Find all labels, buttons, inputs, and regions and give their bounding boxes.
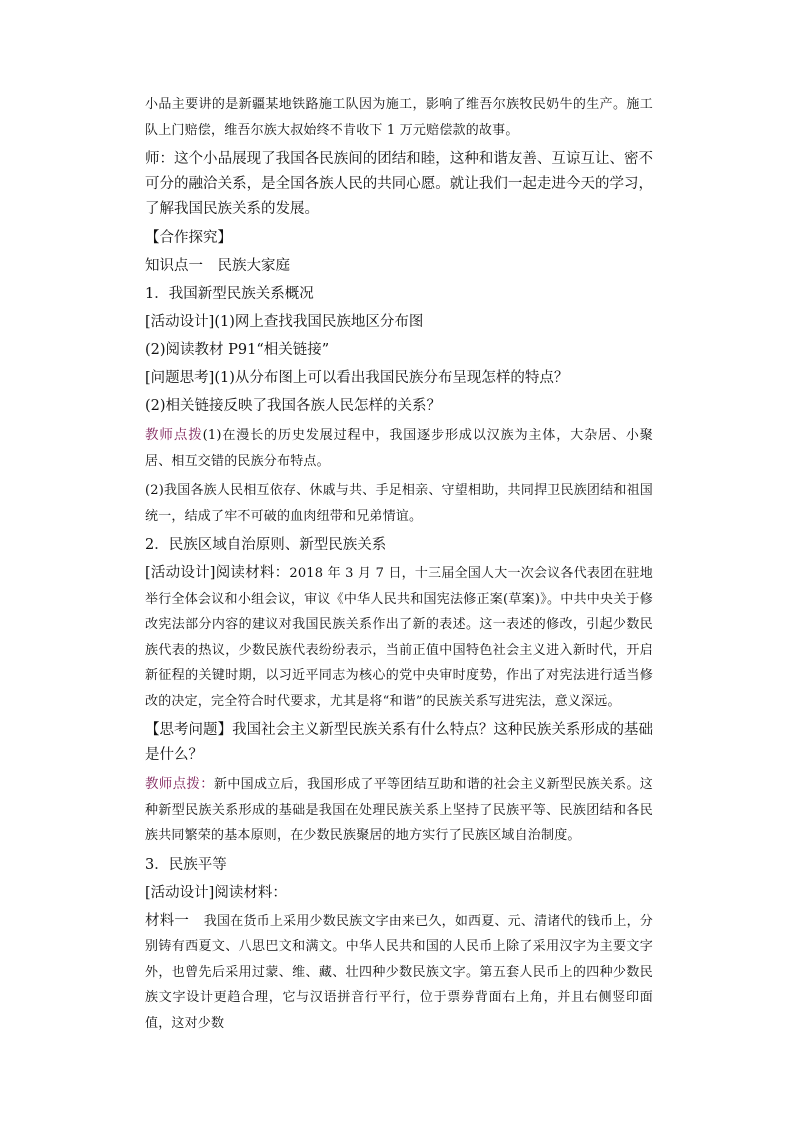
subheading-ethnic-equality: 3．民族平等	[145, 856, 227, 873]
document-body	[145, 92, 653, 1036]
material-one-label: 材料一	[145, 912, 204, 929]
think-question-relations: 【思考问题】我国社会主义新型民族关系有什么特点？这种民族关系形成的基础是什么？	[145, 722, 653, 763]
teacher-tip-1	[145, 423, 653, 474]
activity-design-2: (2)阅读教材 P91“相关链接”	[145, 342, 330, 358]
question-think-1: [问题思考](1)从分布图上可以看出我国民族分布呈现怎样的特点？	[145, 370, 569, 386]
subheading-regional-autonomy: 2．民族区域自治原则、新型民族关系	[145, 537, 387, 553]
teacher-tip-3-text: 新中国成立后，我国形成了平等团结互助和谐的社会主义新型民族关系。这种新型民族关系形成的基础是我国在处理民族关系上坚持了民族平等、民族团结和各民族共同繁荣的基本原则，在少数民族聚居的地方实行了民族区域自治制度。	[145, 777, 653, 843]
teacher-tip-2: (2)我国各族人民相互依存、休戚与共、手足相亲、守望相助，共同捍卫民族团结和祖国统一，结成了牢不可破的血肉纽带和兄弟情谊。	[145, 483, 653, 524]
subheading-relations-overview: 1．我国新型民族关系概况	[145, 286, 314, 302]
reading-material-lead: [活动设计]阅读材料：	[145, 565, 290, 581]
reading-material-2018	[145, 561, 653, 714]
section-heading-cooperation: 【合作探究】	[145, 230, 232, 246]
knowledge-point-one: 知识点一 民族大家庭	[145, 258, 290, 274]
paragraph-skit-summary	[145, 92, 653, 143]
material-one	[145, 909, 653, 1037]
activity-design-reading: [活动设计]阅读材料：	[145, 884, 287, 901]
skit-summary-text: 小品主要讲的是新疆某地铁路施工队因为施工，影响了维吾尔族牧民奶牛的生产。施工队上门赔偿，维吾尔族大叔始终不肯收下 1 万元赔偿款的故事。	[145, 97, 653, 138]
teacher-tip-3-label: 教师点拨：	[145, 776, 215, 792]
reading-material-text: 2018 年 3 月 7 日，十三届全国人大一次会议各代表团在驻地举行全体会议和小组会议，审议《中华人民共和国宪法修正案(草案)》。中共中央关于修改宪法部分内容的建议对我国民族关系作出了新的表述。这一表述的修改，引起少数民族代表的热议，少数民族代表纷纷表示，当前正值中国特色社会主义进入新时代，开启新征程的关键时期，以习近平同志为核心的党中央审时度势，作出了对宪法进行适当修改的决定，完全符合时代要求，尤其是将“和谐”的民族关系写进宪法，意义深远。	[145, 566, 654, 709]
paragraph-teacher-intro: 师：这个小品展现了我国各民族间的团结和睦，这种和谐友善、互谅互让、密不可分的融洽关系，是全国各族人民的共同心愿。就让我们一起走进今天的学习，了解我国民族关系的发展。	[145, 151, 653, 217]
material-one-text: 我国在货币上采用少数民族文字由来已久，如西夏、元、清诸代的钱币上，分别铸有西夏文、八思巴文和满文。中华人民共和国的人民币上除了采用汉字为主要文字外，也曾先后采用过蒙、维、藏、壮四种少数民族文字。第五套人民币上的四种少数民族文字设计更趋合理，它与汉语拼音行平行，位于票券背面右上角，并且右侧竖印面值，这对少数	[145, 913, 653, 1031]
activity-design-1: [活动设计](1)网上查找我国民族地区分布图	[145, 314, 424, 330]
teacher-tip-label: 教师点拨	[145, 427, 203, 443]
question-think-2: (2)相关链接反映了我国各族人民怎样的关系？	[145, 398, 442, 414]
teacher-tip-1-text: (1)在漫长的历史发展过程中，我国逐步形成以汉族为主体，大杂居、小聚居、相互交错的民族分布特点。	[145, 428, 653, 469]
teacher-tip-3	[145, 772, 653, 849]
